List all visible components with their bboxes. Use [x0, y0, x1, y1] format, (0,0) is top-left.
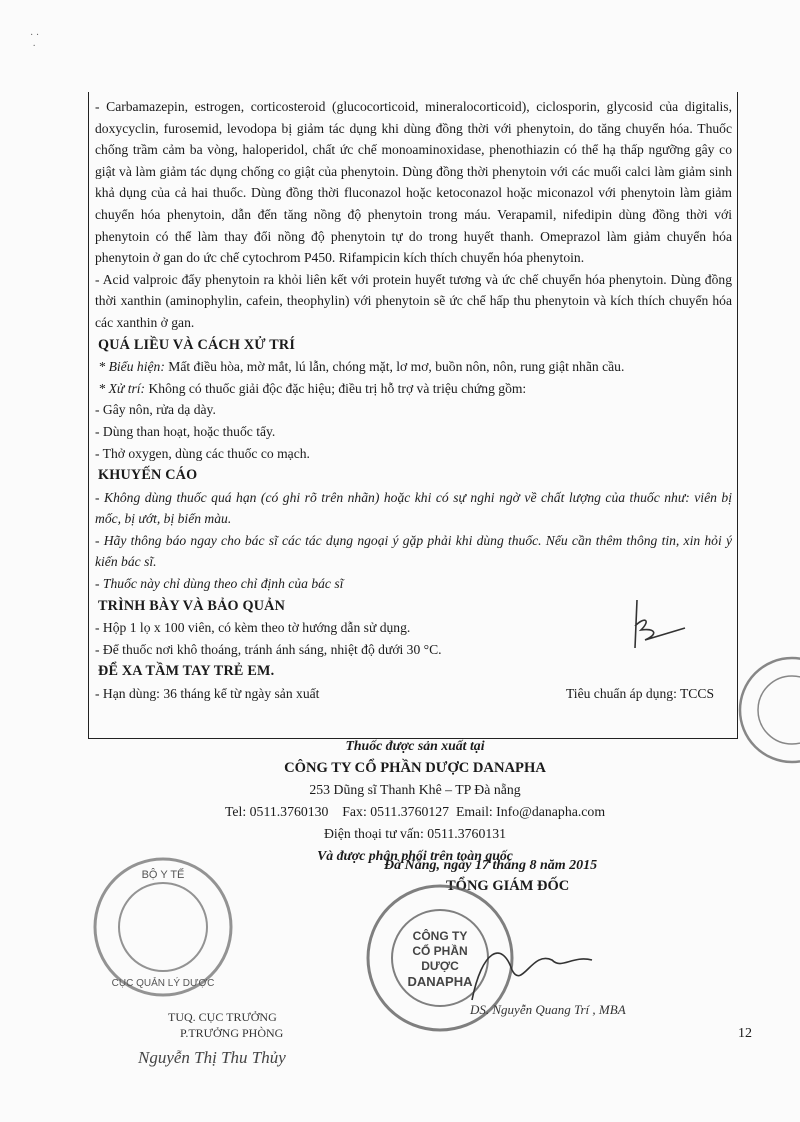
storage-heading: TRÌNH BÀY VÀ BẢO QUẢN: [98, 597, 286, 614]
left-signer-title-1: TUQ. CỤC TRƯỞNG: [168, 1010, 277, 1024]
overdose-treatment: * Xử trí: Không có thuốc giải độc đặc hiệu; điều trị hỗ trợ và triệu chứng gồm:: [98, 380, 527, 396]
company-address: 253 Dũng sĩ Thanh Khê – TP Đà nẵng: [309, 782, 521, 797]
overdose-step: - Thở oxygen, dùng các thuốc co mạch.: [95, 445, 310, 461]
shelf-life: - Hạn dùng: 36 tháng kể từ ngày sản xuất: [95, 686, 320, 702]
ministry-stamp: [88, 852, 238, 1002]
director-name: DS. Nguyễn Quang Trí , MBA: [470, 1002, 626, 1017]
storage-line: - Để thuốc nơi khô thoáng, tránh ánh sáng, nhiệt độ dưới 30 °C.: [95, 641, 442, 657]
overdose-step: - Dùng than hoạt, hoặc thuốc tẩy.: [95, 423, 276, 439]
stamp-company-name: DANAPHA: [407, 974, 473, 989]
overdose-heading: QUÁ LIỀU VÀ CÁCH XỬ TRÍ: [98, 336, 296, 353]
director-signature: [462, 930, 602, 1010]
hotline: Điện thoại tư vấn: 0511.3760131: [323, 826, 507, 841]
company-contact: Tel: 0511.3760130 Fax: 0511.3760127 Email: Info@danapha.com: [224, 804, 606, 819]
warning-heading: KHUYẾN CÁO: [98, 467, 198, 484]
overdose-step: - Gây nôn, rửa dạ dày.: [95, 402, 216, 418]
shelf-life-row: [95, 683, 732, 705]
stamp-company-drug: DƯỢC: [421, 959, 459, 973]
director-title: TỔNG GIÁM ĐỐC: [446, 878, 570, 894]
stamp-dept: CỤC QUẢN LÝ DƯỢC: [111, 978, 215, 989]
stamp-company-mid: CỔ PHẦN: [412, 944, 468, 958]
left-signer-title-2: P.TRƯỞNG PHÒNG: [180, 1026, 284, 1040]
stamp-company-top: CÔNG TY: [412, 929, 468, 943]
distribution-note: Và được phân phối trên toàn quốc: [317, 848, 513, 863]
left-signer-name: Nguyễn Thị Thu Thủy: [138, 1048, 286, 1067]
scan-marks: · · ·: [30, 30, 40, 52]
standard: Tiêu chuẩn áp dụng: TCCS: [565, 686, 714, 702]
made-by-label: Thuốc được sản xuất tại: [345, 738, 485, 753]
warning-line: - Không dùng thuốc quá hạn (có ghi rõ trên nhãn) hoặc khi có sự nghi ngờ về chất lượng của thuốc như: viên bị mốc, bị ướt, bị biến màu.: [95, 489, 732, 527]
interaction-paragraph-1: - Carbamazepin, estrogen, corticosteroid (glucocorticoid, mineralocorticoid), ciclosporin, glycosid của digitalis, doxycyclin, furosemid, levodopa bị giảm tác dụng khi dùng đồng thời với phenytoin, do tăng chuyển hóa. Thuốc chống trầm cảm ba vòng, haloperidol, chất ức chế monoaminoxidase, phenothiazin có thể hạ thấp ngưỡng gây co giật và làm giảm tác dụng chống co giật của phenytoin. Dùng đồng thời phenytoin với các muối calci làm giảm sinh khả dụng của cả hai thuốc. Dùng đồng thời fluconazol hoặc ketoconazol hoặc miconazol với phenytoin làm giảm chuyển hóa phenytoin, dẫn đến tăng nồng độ phenytoin trong máu. Verapamil, nifedipin dùng đồng thời với phenytoin có thể làm thay đổi nồng độ phenytoin tự do trong huyết thanh. Omeprazol làm giảm chuyển hóa phenytoin ở gan do ức chế cytochrom P450. Rifampicin kích thích chuyển hóa phenytoin.: [95, 99, 732, 266]
interaction-paragraph-2: - Acid valproic đẩy phenytoin ra khỏi liên kết với protein huyết tương và ức chế chuyển hóa phenytoin. Dùng đồng thời xanthin (aminophylin, cafein, theophylin) với phenytoin sẽ ức chế hấp thu phenytoin và kích thích chuyển hóa các xanthin ở gan.: [95, 271, 732, 330]
page-number: 12: [738, 1026, 752, 1041]
partial-stamp: [722, 650, 800, 770]
company-name: CÔNG TY CỔ PHẦN DƯỢC DANAPHA: [284, 760, 546, 776]
warning-line: - Hãy thông báo ngay cho bác sĩ các tác dụng ngoại ý gặp phải khi dùng thuốc. Nếu cần thêm thông tin, xin hỏi ý kiến bác sĩ.: [95, 532, 732, 570]
storage-line: - Hộp 1 lọ x 100 viên, có kèm theo tờ hướng dẫn sử dụng.: [95, 620, 411, 636]
issue-date: Đà Nẵng, ngày 17 tháng 8 năm 2015: [384, 858, 598, 873]
stamp-ministry: BỘ Y TẾ: [141, 869, 185, 881]
overdose-signs: * Biểu hiện: Mất điều hòa, mờ mắt, lú lẫn, chóng mặt, lơ mơ, buồn nôn, nôn, rung giật nhãn cầu.: [98, 359, 625, 375]
keep-away-notice: ĐỂ XA TẦM TAY TRẺ EM.: [98, 663, 275, 680]
warning-line: - Thuốc này chỉ dùng theo chỉ định của bác sĩ: [95, 576, 344, 592]
initials-signature: [615, 598, 695, 658]
manufacturer-footer: [90, 735, 740, 867]
